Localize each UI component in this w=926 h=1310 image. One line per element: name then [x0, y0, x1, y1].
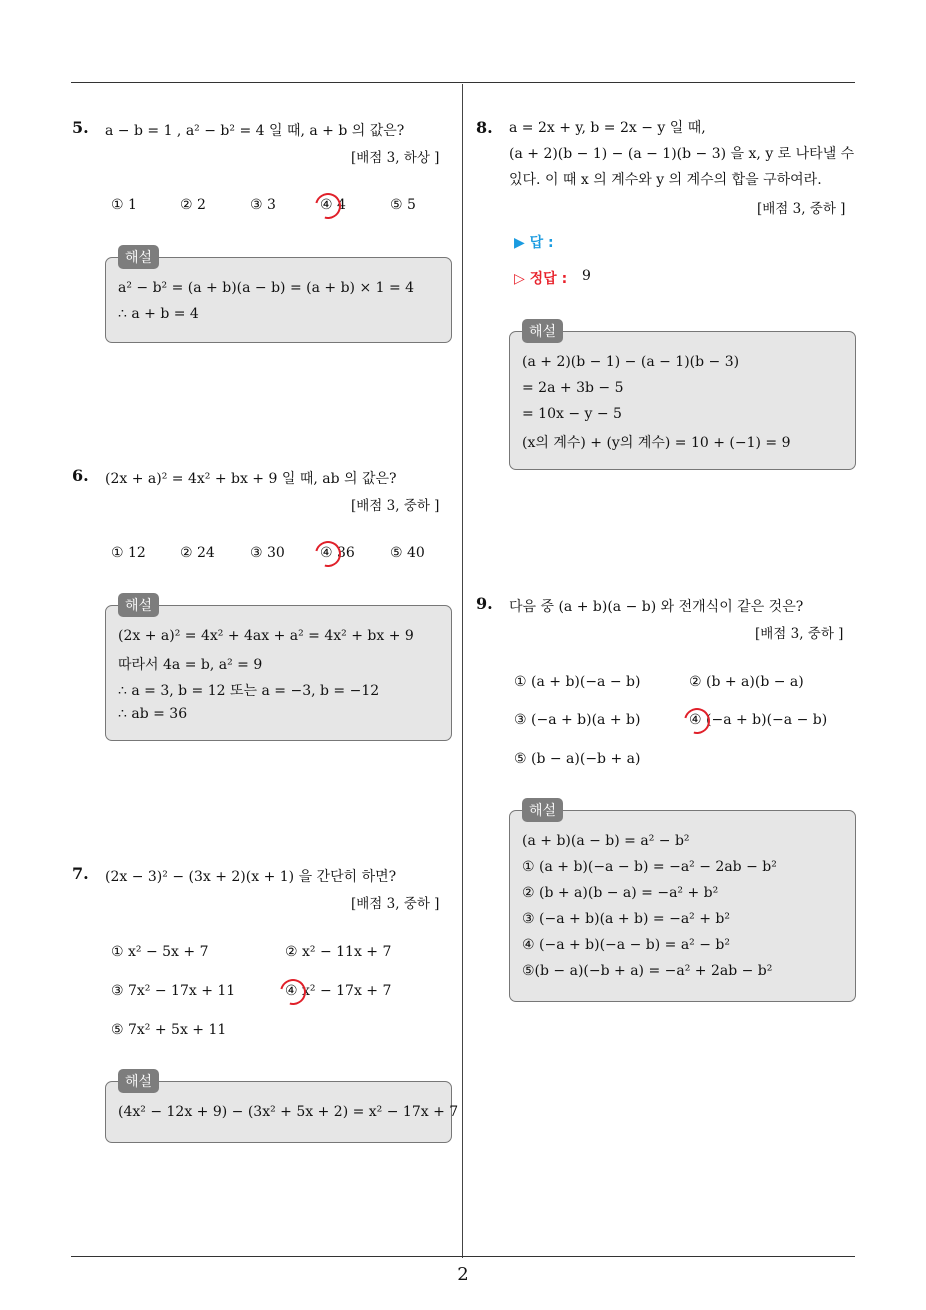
q7-text: (2x − 3)² − (3x + 2)(x + 1) 을 간단히 하면?	[105, 869, 397, 885]
q7-score: [배점 3, 중하 ]	[351, 896, 440, 912]
q8-solution-line: = 10x − y − 5	[522, 406, 622, 422]
q9-option-4[interactable]: ④ (−a + b)(−a − b)	[689, 712, 828, 728]
q9-text: 다음 중 (a + b)(a − b) 와 전개식이 같은 것은?	[509, 599, 804, 615]
q6-solution-line: ∴ a = 3, b = 12 또는 a = −3, b = −12	[118, 683, 380, 699]
q8-text-line: 있다. 이 때 x 의 계수와 y 의 계수의 합을 구하여라.	[509, 172, 822, 188]
q7-answer-mark	[275, 974, 311, 1010]
q6-solution-box	[105, 605, 452, 741]
q8-text-line: a = 2x + y, b = 2x − y 일 때,	[509, 120, 706, 136]
q7-option-1[interactable]: ① x² − 5x + 7	[111, 944, 209, 960]
q5-option-3[interactable]: ③ 3	[250, 197, 276, 213]
q6-answer-mark	[310, 536, 346, 572]
q9-number: 9.	[476, 594, 493, 613]
q6-option-3[interactable]: ③ 30	[250, 545, 285, 561]
q7-option-4[interactable]: ④ x² − 17x + 7	[285, 983, 392, 999]
q8-solution-box	[509, 331, 856, 470]
q9-solution-line: ⑤(b − a)(−b + a) = −a² + 2ab − b²	[522, 963, 773, 979]
q9-solution-box	[509, 810, 856, 1002]
q6-option-4[interactable]: ④ 36	[320, 545, 355, 561]
page-number: 2	[457, 1264, 469, 1285]
q6-option-2[interactable]: ② 24	[180, 545, 215, 561]
q9-score: [배점 3, 중하 ]	[755, 626, 844, 642]
q9-option-1[interactable]: ① (a + b)(−a − b)	[514, 674, 641, 690]
q6-solution-line: ∴ ab = 36	[118, 706, 188, 722]
q9-option-5[interactable]: ⑤ (b − a)(−b + a)	[514, 751, 641, 767]
q9-option-2[interactable]: ② (b + a)(b − a)	[689, 674, 804, 690]
q5-option-4[interactable]: ④ 4	[320, 197, 346, 213]
q7-option-5[interactable]: ⑤ 7x² + 5x + 11	[111, 1022, 227, 1038]
q6-text: (2x + a)² = 4x² + bx + 9 일 때, ab 의 값은?	[105, 471, 397, 487]
q9-answer-mark	[679, 703, 715, 739]
q5-number: 5.	[72, 118, 89, 137]
q5-option-1[interactable]: ① 1	[111, 197, 137, 213]
q7-solution-line: (4x² − 12x + 9) − (3x² + 5x + 2) = x² − 17x + 7	[118, 1104, 459, 1120]
q8-solution-line: = 2a + 3b − 5	[522, 380, 624, 396]
q5-solution-line: a² − b² = (a + b)(a − b) = (a + b) × 1 = 4	[118, 280, 415, 296]
q6-solution-line: (2x + a)² = 4x² + 4ax + a² = 4x² + bx + 9	[118, 628, 414, 644]
q7-option-2[interactable]: ② x² − 11x + 7	[285, 944, 392, 960]
column-divider	[462, 84, 463, 1258]
q9-solution-line: (a + b)(a − b) = a² − b²	[522, 833, 690, 849]
q8-score: [배점 3, 중하 ]	[757, 201, 846, 217]
q7-option-3[interactable]: ③ 7x² − 17x + 11	[111, 983, 236, 999]
q9-solution-line: ① (a + b)(−a − b) = −a² − 2ab − b²	[522, 859, 777, 875]
q9-option-3[interactable]: ③ (−a + b)(a + b)	[514, 712, 641, 728]
q7-number: 7.	[72, 864, 89, 883]
bottom-rule	[71, 1256, 855, 1257]
q6-score: [배점 3, 중하 ]	[351, 498, 440, 514]
q9-solution-line: ② (b + a)(b − a) = −a² + b²	[522, 885, 719, 901]
q5-score: [배점 3, 하상 ]	[351, 150, 440, 166]
q7-solution-tag: 해설	[118, 1069, 159, 1093]
q5-option-2[interactable]: ② 2	[180, 197, 206, 213]
q8-solution-tag: 해설	[522, 319, 563, 343]
q8-correct-label: ▷ 정답 :	[514, 271, 568, 287]
q5-option-5[interactable]: ⑤ 5	[390, 197, 416, 213]
q8-text-line: (a + 2)(b − 1) − (a − 1)(b − 3) 을 x, y 로 나타낼 수	[509, 146, 855, 162]
q8-answer-label: ▶ 답 :	[514, 235, 554, 251]
q6-option-5[interactable]: ⑤ 40	[390, 545, 425, 561]
q6-solution-line: 따라서 4a = b, a² = 9	[118, 657, 263, 673]
q8-correct-value: 9	[582, 268, 591, 284]
top-rule	[71, 82, 855, 83]
q5-solution-tag: 해설	[118, 245, 159, 269]
q6-number: 6.	[72, 466, 89, 485]
q5-solution-line: ∴ a + b = 4	[118, 306, 199, 322]
q6-solution-tag: 해설	[118, 593, 159, 617]
q5-solution-box	[105, 257, 452, 343]
q9-solution-tag: 해설	[522, 798, 563, 822]
q5-text: a − b = 1 , a² − b² = 4 일 때, a + b 의 값은?	[105, 123, 405, 139]
q9-solution-line: ④ (−a + b)(−a − b) = a² − b²	[522, 937, 730, 953]
q8-number: 8.	[476, 118, 493, 137]
q6-option-1[interactable]: ① 12	[111, 545, 146, 561]
q8-solution-line: (a + 2)(b − 1) − (a − 1)(b − 3)	[522, 354, 740, 370]
q9-solution-line: ③ (−a + b)(a + b) = −a² + b²	[522, 911, 730, 927]
q5-answer-mark	[310, 188, 346, 224]
q8-solution-line: (x의 계수) + (y의 계수) = 10 + (−1) = 9	[522, 435, 791, 451]
